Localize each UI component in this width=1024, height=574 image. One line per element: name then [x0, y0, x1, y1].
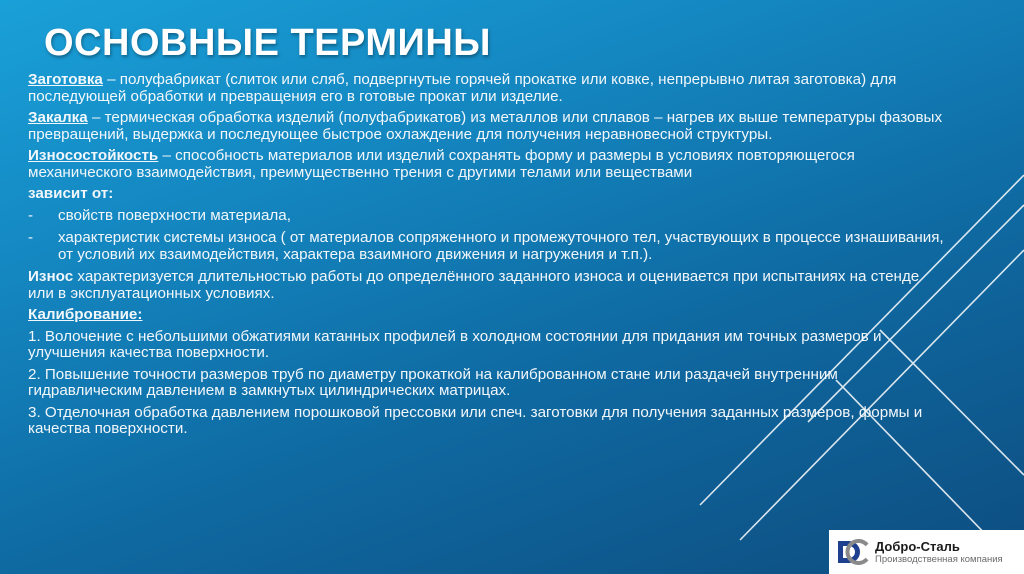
definition-text: – полуфабрикат (слиток или сляб, подвергнутые горячей прокатке или ковке, непрерывно литая заготовка) для последующей обработки и превращения его в готовые прокат или изделие. [28, 71, 897, 105]
calibration-item: 1. Волочение с небольшими обжатиями катанных профилей в холодном состоянии для придания им точных размеров и улучшения качества поверхности. [28, 327, 882, 361]
definition-wear-resistance [28, 148, 948, 181]
term-wear: Износ [28, 268, 74, 285]
term-blank: Заготовка [28, 71, 103, 88]
calibration-item: 3. Отделочная обработка давлением порошковой прессовки или спеч. заготовки для получения заданных размеров, формы и качества поверхности. [28, 403, 923, 437]
logo-text [875, 539, 1003, 566]
definition-text: – способность материалов или изделий сохранять форму и размеры в условиях повторяющегося механического взаимодействия, преимущественно трения с другими телами или веществами [28, 147, 855, 181]
slide-title: ОСНОВНЫЕ ТЕРМИНЫ [44, 22, 492, 64]
logo-subtitle: Производственная компания [875, 553, 1003, 565]
logo-name: Добро-Сталь [875, 538, 960, 554]
list-item [28, 230, 948, 263]
dash-bullet: - [28, 206, 34, 224]
list-item-text: характеристик системы износа ( от материалов сопряженного и промежуточного тел, участвующих в процессе изнашивания, от условий их взаимодействия, характера взаимного движения и нагружения и т.п.). [58, 229, 944, 263]
calibration-item: 2. Повышение точности размеров труб по диаметру прокаткой на калиброванном стане или раздачей внутренним гидравлическим давлением в замкнутых цилиндрических матрицах. [28, 365, 838, 399]
term-wear-resistance: Износостойкость [28, 147, 159, 164]
definition-text: характеризуется длительностью работы до определённого заданного износа и оценивается при испытаниях на стенде или в эксплуатационных условиях. [28, 268, 920, 302]
dash-bullet: - [28, 229, 34, 246]
list-item [28, 208, 948, 225]
slide-content [28, 72, 948, 443]
definition-text: – термическая обработка изделий (полуфабрикатов) из металлов или сплавов – нагрев их выше температуры фазовых превращений, выдержка и последующее быстрое охлаждение для получения неравновесной структуры. [28, 109, 943, 143]
definition-wear [28, 269, 948, 302]
term-hardening: Закалка [28, 109, 88, 126]
definition-blank [28, 72, 948, 105]
definition-hardening [28, 110, 948, 143]
company-logo [829, 530, 1024, 574]
list-item-text: свойств поверхности материала, [58, 206, 291, 224]
calibration-label: Калибрование: [28, 306, 143, 323]
ds-logo-icon [835, 537, 869, 567]
depends-label: зависит от: [28, 185, 114, 202]
